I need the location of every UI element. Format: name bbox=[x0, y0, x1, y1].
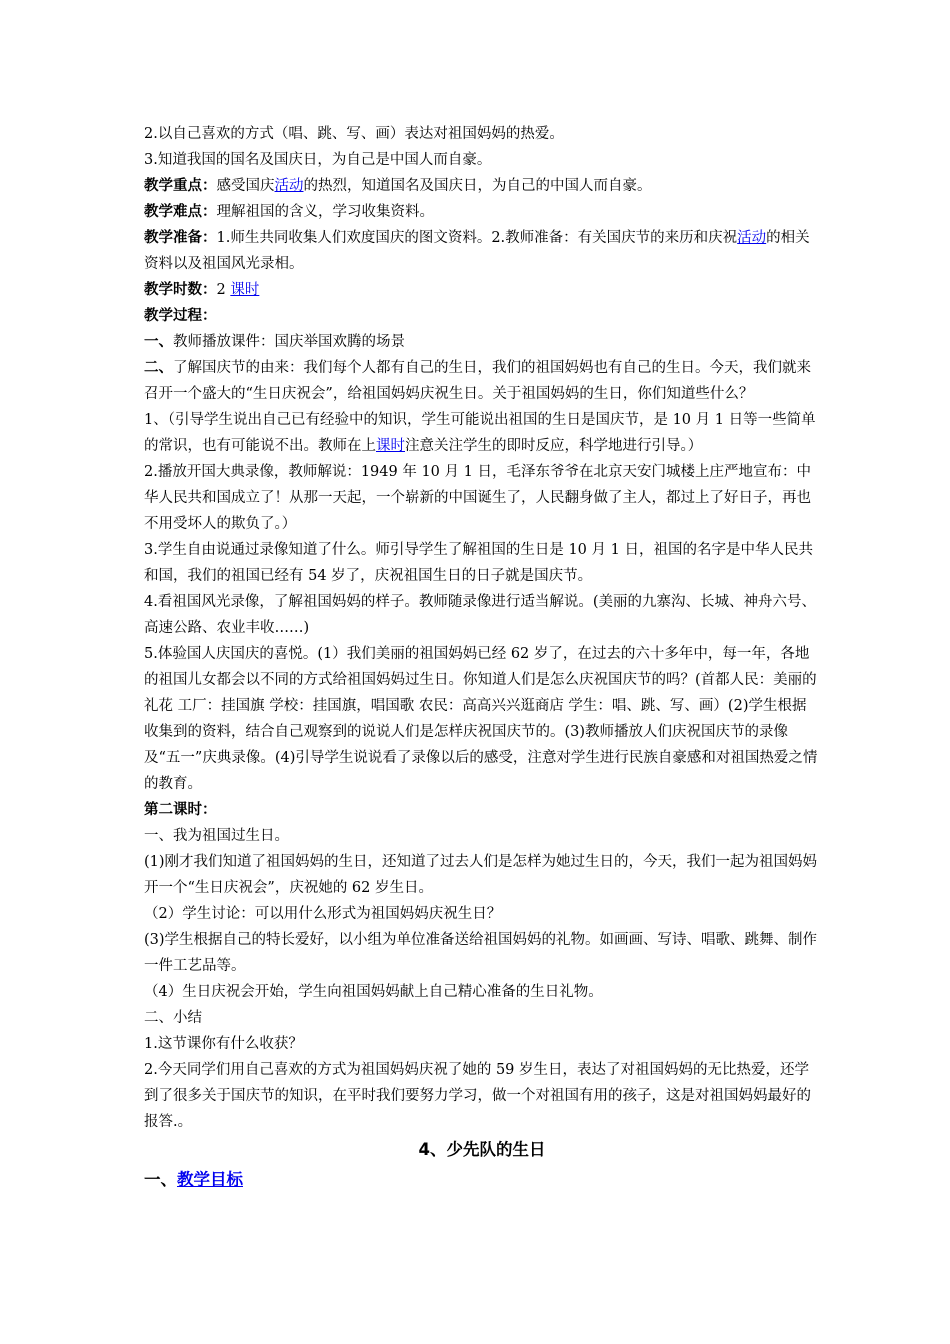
section-heading bbox=[144, 1165, 820, 1195]
key-points-label: 教学重点： bbox=[144, 177, 217, 194]
difficult-points-label: 教学难点： bbox=[144, 203, 217, 220]
lesson-hours-value: 2 bbox=[216, 282, 231, 298]
step-2-5: 5.体验国人庆国庆的喜悦。(1）我们美丽的祖国妈妈已经 62 岁了，在过去的六十多年中，每一年，各地的祖国儿女都会以不同的方式给祖国妈妈过生日。你知道人们是怎么庆祝国庆节的吗？(首都人民：美丽的礼花 工厂：挂国旗 学校：挂国旗，唱国歌 农民：高高兴兴逛商店 学生：唱、跳、写、画）(2)学生根据收集到的资料，结合自己观察到的说说人们是怎样庆祝国庆节的。(3)教师播放人们庆祝国庆节的录像及“五一”庆典录像。(4)引导学生说说看了录像以后的感受，注意对学生进行民族自豪感和对祖国热爱之情的教育。 bbox=[144, 646, 818, 792]
activity-link[interactable]: 活动 bbox=[274, 178, 304, 194]
step-2-1-text: 1、（引导学生说出自己已有经验中的知识，学生可能说出祖国的生日是国庆节，是 10 月 1 日等一些简单的常识，也有可能说不出。教师在上 bbox=[144, 412, 816, 454]
step-2 bbox=[144, 355, 820, 407]
goal-2: 2.以自己喜欢的方式（唱、跳、写、画）表达对祖国妈妈的热爱。 bbox=[144, 126, 564, 142]
key-points bbox=[144, 173, 820, 199]
preparation-text: 1.师生共同收集人们欢度国庆的图文资料。2.教师准备：有关国庆节的来历和庆祝 bbox=[216, 230, 738, 246]
process-heading: 教学过程： bbox=[144, 307, 217, 324]
document-page bbox=[144, 121, 820, 1195]
teaching-goals-link[interactable]: 教学目标 bbox=[177, 1170, 243, 1189]
step-2-label: 二、 bbox=[144, 359, 173, 376]
preparation bbox=[144, 225, 820, 277]
step-1-label: 一、 bbox=[144, 333, 173, 350]
lesson-link-2[interactable]: 课时 bbox=[376, 438, 405, 454]
summary-heading: 二、小结 bbox=[144, 1010, 202, 1026]
step-1-text: 教师播放课件：国庆举国欢腾的场景 bbox=[173, 334, 405, 350]
lesson-link[interactable]: 课时 bbox=[230, 282, 260, 298]
lesson-title: 4、少先队的生日 bbox=[418, 1140, 546, 1159]
activity-link-2[interactable]: 活动 bbox=[737, 230, 767, 246]
step-1 bbox=[144, 329, 820, 355]
second-lesson-heading: 第二课时： bbox=[144, 801, 217, 818]
summary-1: 1.这节课你有什么收获？ bbox=[144, 1036, 303, 1052]
lesson-hours-label: 教学时数： bbox=[144, 281, 217, 298]
second-step-1-1: (1)刚才我们知道了祖国妈妈的生日，还知道了过去人们是怎样为她过生日的，今天，我们一起为祖国妈妈开一个“生日庆祝会”，庆祝她的 62 岁生日。 bbox=[144, 854, 818, 896]
key-points-text: 感受国庆 bbox=[216, 178, 275, 194]
goal-3: 3.知道我国的国名及国庆日，为自己是中国人而自豪。 bbox=[144, 152, 492, 168]
step-2-text: 了解国庆节的由来：我们每个人都有自己的生日，我们的祖国妈妈也有自己的生日。今天，我们就来召开一个盛大的“生日庆祝会”，给祖国妈妈庆祝生日。关于祖国妈妈的生日，你们知道些什么？ bbox=[144, 360, 811, 402]
step-2-1 bbox=[144, 407, 820, 459]
second-step-1-3: (3)学生根据自己的特长爱好，以小组为单位准备送给祖国妈妈的礼物。如画画、写诗、唱歌、跳舞、制作一件工艺品等。 bbox=[144, 932, 818, 974]
lesson-hours bbox=[144, 277, 820, 303]
second-step-1-4: （4）生日庆祝会开始，学生向祖国妈妈献上自己精心准备的生日礼物。 bbox=[144, 984, 603, 1000]
key-points-text-2: 的热烈，知道国名及国庆日，为自己的中国人而自豪。 bbox=[303, 178, 652, 194]
preparation-text-2: 的相关资料以及祖国风光录相。 bbox=[144, 230, 810, 272]
step-2-3: 3.学生自由说通过录像知道了什么。师引导学生了解祖国的生日是 10 月 1 日，祖国的名字是中华人民共和国，我们的祖国已经有 54 岁了，庆祝祖国生日的日子就是国庆节。 bbox=[144, 542, 813, 584]
second-step-1: 一、我为祖国过生日。 bbox=[144, 828, 289, 844]
step-2-4: 4.看祖国风光录像，了解祖国妈妈的样子。教师随录像进行适当解说。(美丽的九寨沟、长城、神舟六号、高速公路、农业丰收……) bbox=[144, 594, 816, 636]
step-2-2: 2.播放开国大典录像，教师解说：1949 年 10 月 1 日，毛泽东爷爷在北京天安门城楼上庄严地宣布：中华人民共和国成立了！从那一天起，一个崭新的中国诞生了，人民翻身做了主人，都过上了好日子，再也不用受坏人的欺负了。） bbox=[144, 464, 811, 532]
difficult-points-text: 理解祖国的含义，学习收集资料。 bbox=[216, 204, 434, 220]
difficult-points bbox=[144, 199, 820, 225]
section-prefix: 一、 bbox=[144, 1170, 177, 1189]
preparation-label: 教学准备： bbox=[144, 229, 217, 246]
summary-2: 2.今天同学们用自己喜欢的方式为祖国妈妈庆祝了她的 59 岁生日，表达了对祖国妈妈的无比热爱，还学到了很多关于国庆节的知识，在平时我们要努力学习，做一个对祖国有用的孩子，这是对祖国妈妈最好的报答.。 bbox=[144, 1062, 811, 1130]
second-step-1-2: （2）学生讨论：可以用什么形式为祖国妈妈庆祝生日？ bbox=[144, 906, 502, 922]
step-2-1-text-2: 注意关注学生的即时反应，科学地进行引导。） bbox=[405, 438, 703, 454]
